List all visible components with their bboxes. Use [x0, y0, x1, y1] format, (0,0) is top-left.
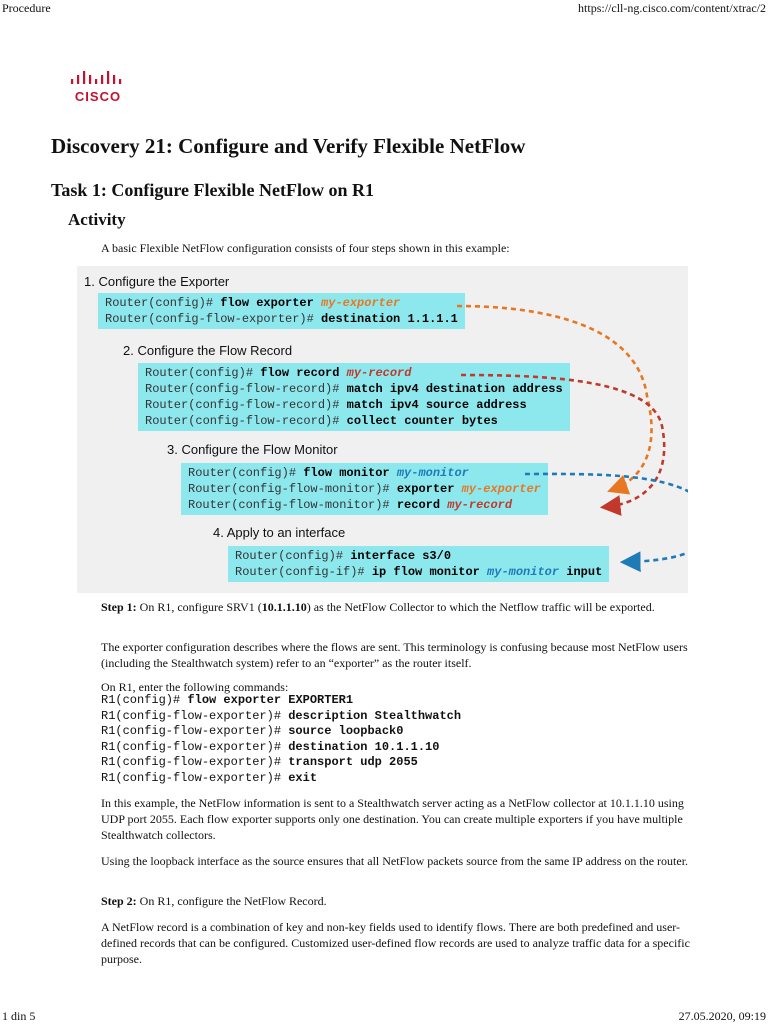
command-line: R1(config-flow-exporter)# destination 10.1.1.10 — [101, 739, 440, 754]
print-timestamp: 27.05.2020, 09:19 — [678, 1009, 766, 1023]
command-line: R1(config-flow-exporter)# exit — [101, 770, 318, 785]
record-arrow — [461, 375, 664, 507]
activity-heading: Activity — [68, 210, 126, 229]
figure-step1-label: 1. Configure the Exporter — [84, 274, 230, 289]
command-line: R1(config-flow-exporter)# description Stealthwatch — [101, 708, 462, 723]
cisco-logo — [68, 70, 128, 106]
exporter-paragraph: The exporter configuration describes where the flows are sent. This terminology is confusing because most NetFlow users (including the Stealthwatch system) refer to an “exporter” as the router itself. — [101, 640, 688, 670]
cisco-bridge-icon — [68, 70, 128, 88]
code-line: Router(config)# flow exporter my-exporter — [105, 296, 401, 310]
code-line: Router(config-flow-monitor)# record my-record — [188, 498, 513, 512]
code-line: Router(config-if)# ip flow monitor my-monitor input — [235, 565, 603, 579]
example-paragraph: In this example, the NetFlow information is sent to a Stealthwatch server acting as a NetFlow collector at 10.1.1.10 using UDP port 2055. Each flow exporter supports only one destination. You can create multiple exporters if you have multiple Stealthwatch collectors. — [101, 796, 684, 842]
figure-step2-label: 2. Configure the Flow Record — [123, 343, 293, 358]
loopback-paragraph: Using the loopback interface as the source ensures that all NetFlow packets source from the same IP address on the router. — [101, 854, 689, 868]
netflow-config-figure — [77, 266, 688, 593]
code-line: Router(config)# interface s3/0 — [235, 549, 452, 563]
monitor-arrow — [525, 474, 688, 562]
code-line: Router(config-flow-exporter)# destination 1.1.1.1 — [105, 312, 458, 326]
record-paragraph: A NetFlow record is a combination of key and non-key fields used to identify flows. There are both predefined and user-defined records that can be configured. Customized user-defined flow records are used to analyze traffic data for a specific purpose. — [101, 920, 690, 966]
code-line: Router(config)# flow monitor my-monitor — [188, 466, 469, 480]
figure-step4-label: 4. Apply to an interface — [213, 525, 346, 540]
step1-paragraph: Step 1: On R1, configure SRV1 (10.1.1.10) as the NetFlow Collector to which the Netflow traffic will be exported. — [101, 600, 655, 614]
code-line: Router(config-flow-record)# match ipv4 source address — [145, 398, 527, 412]
code-line: Router(config-flow-record)# match ipv4 destination address — [145, 382, 563, 396]
print-header-url[interactable]: https://cll-ng.cisco.com/content/xtrac/2 — [578, 1, 766, 15]
commands-intro: On R1, enter the following commands: — [101, 680, 289, 694]
command-listing — [101, 693, 461, 786]
command-line: R1(config-flow-exporter)# transport udp 2055 — [101, 755, 418, 769]
step2-paragraph: Step 2: On R1, configure the NetFlow Record. — [101, 894, 327, 908]
print-header-title: Procedure — [2, 1, 51, 15]
cisco-wordmark: CISCO — [74, 89, 122, 104]
code-line: Router(config-flow-record)# collect counter bytes — [145, 414, 498, 428]
task-heading: Task 1: Configure Flexible NetFlow on R1 — [51, 180, 375, 200]
page-title: Discovery 21: Configure and Verify Flexible NetFlow — [51, 134, 526, 158]
code-line: Router(config)# flow record my-record — [145, 366, 412, 380]
command-line: R1(config)# flow exporter EXPORTER1 — [101, 693, 354, 707]
intro-paragraph: A basic Flexible NetFlow configuration consists of four steps shown in this example: — [101, 241, 510, 255]
page-counter: 1 din 5 — [2, 1009, 36, 1023]
code-line: Router(config-flow-monitor)# exporter my-exporter — [188, 482, 541, 496]
figure-step3-label: 3. Configure the Flow Monitor — [167, 442, 338, 457]
flow-arrows — [77, 266, 688, 593]
exporter-arrow — [457, 306, 652, 490]
command-line: R1(config-flow-exporter)# source loopback0 — [101, 724, 404, 738]
